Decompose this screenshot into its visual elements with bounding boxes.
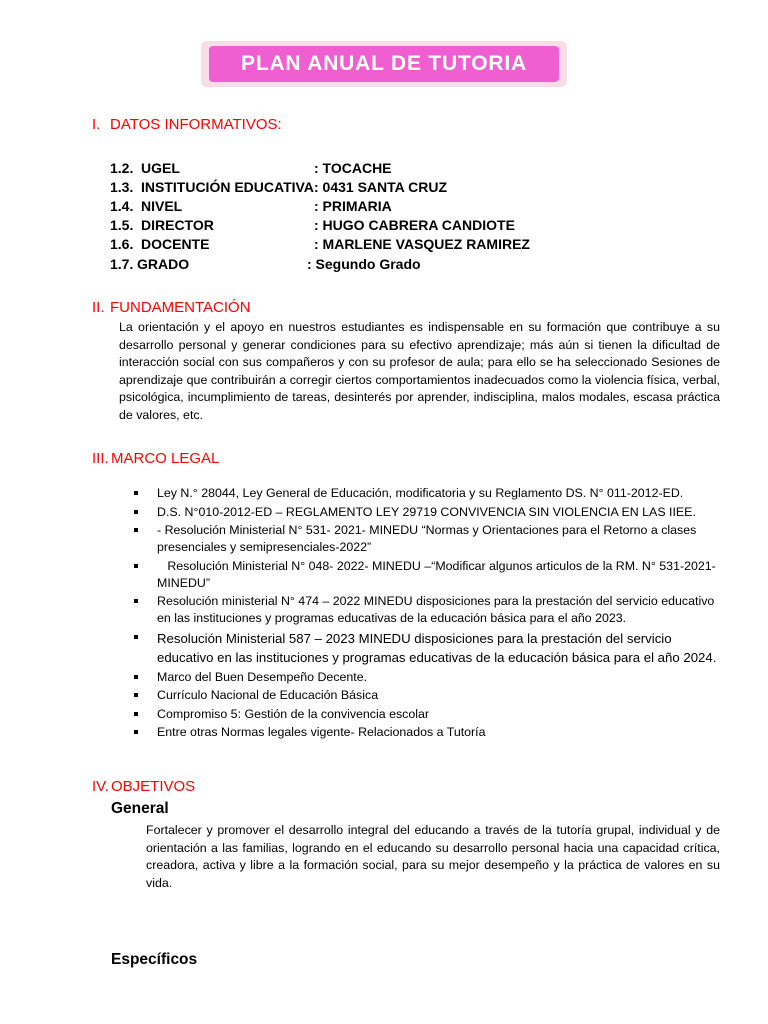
info-label: DOCENTE (141, 236, 210, 252)
list-item (130, 522, 720, 556)
bullet-icon (134, 693, 138, 697)
list-item-text: Ley N.° 28044, Ley General de Educación, modificatoria y su Reglamento DS. N° 011-2012-ED. (157, 486, 684, 500)
info-value: : HUGO CABRERA CANDIOTE (314, 217, 515, 233)
bullet-icon (134, 712, 138, 716)
document-title: PLAN ANUAL DE TUTORIA (209, 46, 559, 82)
list-item-text: - Resolución Ministerial N° 531- 2021- MINEDU “Normas y Orientaciones para el Retorno a clases presenciales y semipresenciales-2022” (157, 523, 697, 555)
bullet-icon (134, 730, 138, 734)
list-item (130, 687, 720, 704)
info-number: 1.3. (110, 179, 134, 195)
bullet-icon (134, 635, 138, 639)
info-label: NIVEL (141, 198, 183, 214)
list-item (130, 724, 720, 741)
list-item-text: Compromiso 5: Gestión de la convivencia escolar (157, 706, 430, 721)
section-number: IV. (92, 778, 109, 795)
list-item-text: Entre otras Normas legales vigente- Relacionados a Tutoría (157, 725, 486, 740)
info-label: UGEL (141, 160, 180, 176)
list-item (130, 485, 720, 502)
list-item (130, 629, 720, 667)
list-item (130, 558, 720, 592)
list-item-text: Resolución ministerial N° 474 – 2022 MINEDU disposiciones para la prestación del servicio educativo en las instituciones y programas educativas de la educación básica para el año 2023. (157, 594, 715, 626)
info-value: : MARLENE VASQUEZ RAMIREZ (314, 236, 530, 252)
list-item-text: Marco del Buen Desempeño Decente. (157, 669, 368, 684)
section-title: MARCO LEGAL (111, 450, 220, 467)
title-banner (201, 41, 567, 87)
bullet-icon (134, 675, 138, 679)
list-item (130, 504, 720, 521)
bullet-icon (134, 491, 138, 495)
bullet-icon (134, 564, 138, 568)
info-number: 1.6. (110, 236, 134, 252)
bullet-icon (134, 599, 138, 603)
info-value: : PRIMARIA (314, 198, 392, 214)
info-number: 1.7. (110, 256, 134, 272)
general-heading: General (111, 800, 169, 817)
info-value: : TOCACHE (314, 160, 392, 176)
info-label: GRADO (137, 256, 190, 272)
bullet-icon (134, 528, 138, 532)
general-paragraph: Fortalecer y promover el desarrollo integral del educando a través de la tutoría grupal, individual y de orientación a las familias, logrando en el educando su desarrollo personal hacia una capacidad crítica, creadora, activa y libre a la formación social, para su mejor desempeño y la práctica de valores en su vida. (146, 823, 720, 890)
section-title: FUNDAMENTACIÓN (110, 299, 251, 316)
list-item (130, 706, 720, 723)
section-number: I. (92, 116, 101, 133)
list-item (130, 669, 720, 686)
list-item-text: Resolución Ministerial 587 – 2023 MINEDU disposiciones para la prestación del servicio educativo en las instituciones y programas educativas de la educación básica para el año 2024. (157, 630, 717, 665)
info-value: : Segundo Grado (307, 256, 421, 272)
fundamentacion-paragraph: La orientación y el apoyo en nuestros estudiantes es indispensable en su formación que contribuye a su desarrollo personal y generar condiciones para su efectivo aprendizaje; más aún si tienen la dificultad de interacción social con sus compañeros y con su profesor de aula; para ello se ha seleccionado Sesiones de aprendizaje que contribuirán a corregir ciertos comportamientos inadecuados como la violencia física, verbal, psicológica, incumplimiento de tareas, desinterés por aprender, indisciplina, malos modales, escasa práctica de valores, etc. (119, 320, 720, 422)
section-title: DATOS INFORMATIVOS: (110, 116, 282, 133)
list-item (130, 593, 720, 627)
section-title: OBJETIVOS (111, 778, 196, 795)
info-number: 1.5. (110, 217, 134, 233)
bullet-icon (134, 510, 138, 514)
info-value: : 0431 SANTA CRUZ (314, 179, 448, 195)
list-item-text: Resolución Ministerial N° 048- 2022- MINEDU –“Modificar algunos articulos de la RM. N° 531-2021-MINEDU” (157, 558, 716, 590)
info-label: DIRECTOR (141, 217, 214, 233)
info-number: 1.2. (110, 160, 134, 176)
info-number: 1.4. (110, 198, 134, 214)
list-item-text: D.S. N°010-2012-ED – REGLAMENTO LEY 29719 CONVIVENCIA SIN VIOLENCIA EN LAS IIEE. (157, 504, 696, 519)
especificos-heading: Específicos (111, 951, 198, 968)
info-label: INSTITUCIÓN EDUCATIVA (141, 179, 314, 195)
section-number: III. (92, 450, 109, 467)
section-number: II. (92, 299, 105, 316)
list-item-text: Currículo Nacional de Educación Básica (157, 688, 379, 703)
marco-legal-list (130, 485, 720, 743)
